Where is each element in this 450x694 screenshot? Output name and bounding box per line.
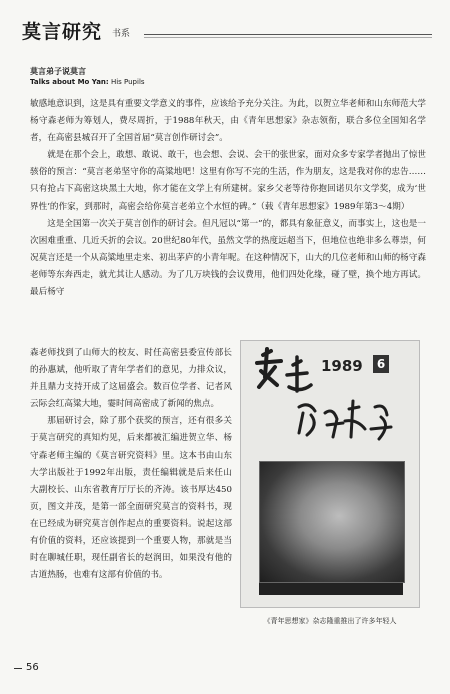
paragraph: 森老师找到了山师大的校友、时任高密县委宣传部长的孙惠斌，他听取了青年学者们的意见，力排众议，并且鼎力支持开成了这届盛会。数百位学者、记者风云际会红高粱大地，霎时间高密成了新闻的焦点。 — [30, 348, 232, 410]
header-series: 书系 — [112, 29, 131, 39]
section-subtitle-en — [30, 78, 145, 86]
magazine-footer-band — [259, 583, 403, 595]
running-header — [22, 12, 432, 52]
paragraph: 敏感地意识到，这是具有重要文学意义的事件，应该给予充分关注。为此，以贺立华老师和山东师范大学杨守森老师为筹划人，费尽周折，于1988年秋天，由《青年思想家》杂志领衔，联合多位全国知名学者，在高密县城召开了全国首届“莫言创作研讨会”。 — [30, 99, 426, 144]
paragraph: 这是全国第一次关于莫言创作的研讨会。但凡冠以“第一”的，都具有象征意义，而事实上，这也是一次困难重重、几近夭折的会议。20世纪80年代，虽然文学的热度远超当下，但地位也绝非多么尊崇，何况莫言还是一个从高粱地里走来、初出茅庐的小青年呢。在这种情况下，山大的几位老师和山师的杨守森老师等东奔西走，就尤其让人感动。为了几万块钱的会议费用，他们四处化缘，碰了壁，换个地方再试。最后杨守 — [30, 218, 426, 298]
portrait-photo — [259, 461, 405, 583]
section-title: 莫言弟子说莫言 — [30, 66, 86, 76]
magazine-issue-badge: 6 — [373, 355, 389, 373]
header-title: 莫言研究 — [22, 21, 103, 43]
section-subtitle-en-bold: Talks about Mo Yan: — [30, 78, 109, 86]
page-number: 56 — [26, 662, 39, 673]
header-rule-thin — [144, 37, 432, 38]
paragraph: 就是在那个会上，敢想、敢说、敢干，也会想、会说、会干的张世家，面对众多专家学者抛出了惊世骇俗的预言：“莫言老弟坚守你的高粱地吧！这里有你写不完的生活，作为朋友，这是我对你的忠告……只有抢占下高密这块黑土大地，你才能在文学上有所建树。家乡父老等待你抱回诺贝尔文学奖，成为‘世界性’的作家，到那时，高密会给你莫言老弟立个水恒的碑。”（载《青年思想家》1989年第3～4期） — [30, 150, 426, 212]
body-text-left-column — [30, 345, 232, 584]
header-rule — [144, 34, 432, 35]
magazine-year: 1989 — [321, 357, 363, 375]
magazine-cover-photo — [240, 340, 420, 608]
body-text-top — [30, 96, 426, 301]
photo-caption: 《青年思想家》杂志隆重推出了许多年轻人 — [263, 617, 397, 625]
section-subtitle-en-rest: His Pupils — [108, 78, 145, 86]
page-number-rule — [14, 668, 22, 669]
paragraph: 那届研讨会，除了那个获奖的预言，还有很多关于莫言研究的真知灼见，后来都被汇编进贺立华、杨守森老师主编的《莫言研究资料》里。这本书由山东大学出版社于1992年出版，责任编辑就是后来任山大副校长、山东省教育厅厅长的齐涛。该书厚达450页，图文并茂，是第一部全面研究莫言的资料书，现在已经成为研究莫言创作起点的重要资料。说起这部有价值的资料，还应该提到一个重要人物，那就是当时在聊城任职，现任副省长的赵润田，如果没有他的古道热肠，也难有这部有价值的书。 — [30, 416, 232, 581]
